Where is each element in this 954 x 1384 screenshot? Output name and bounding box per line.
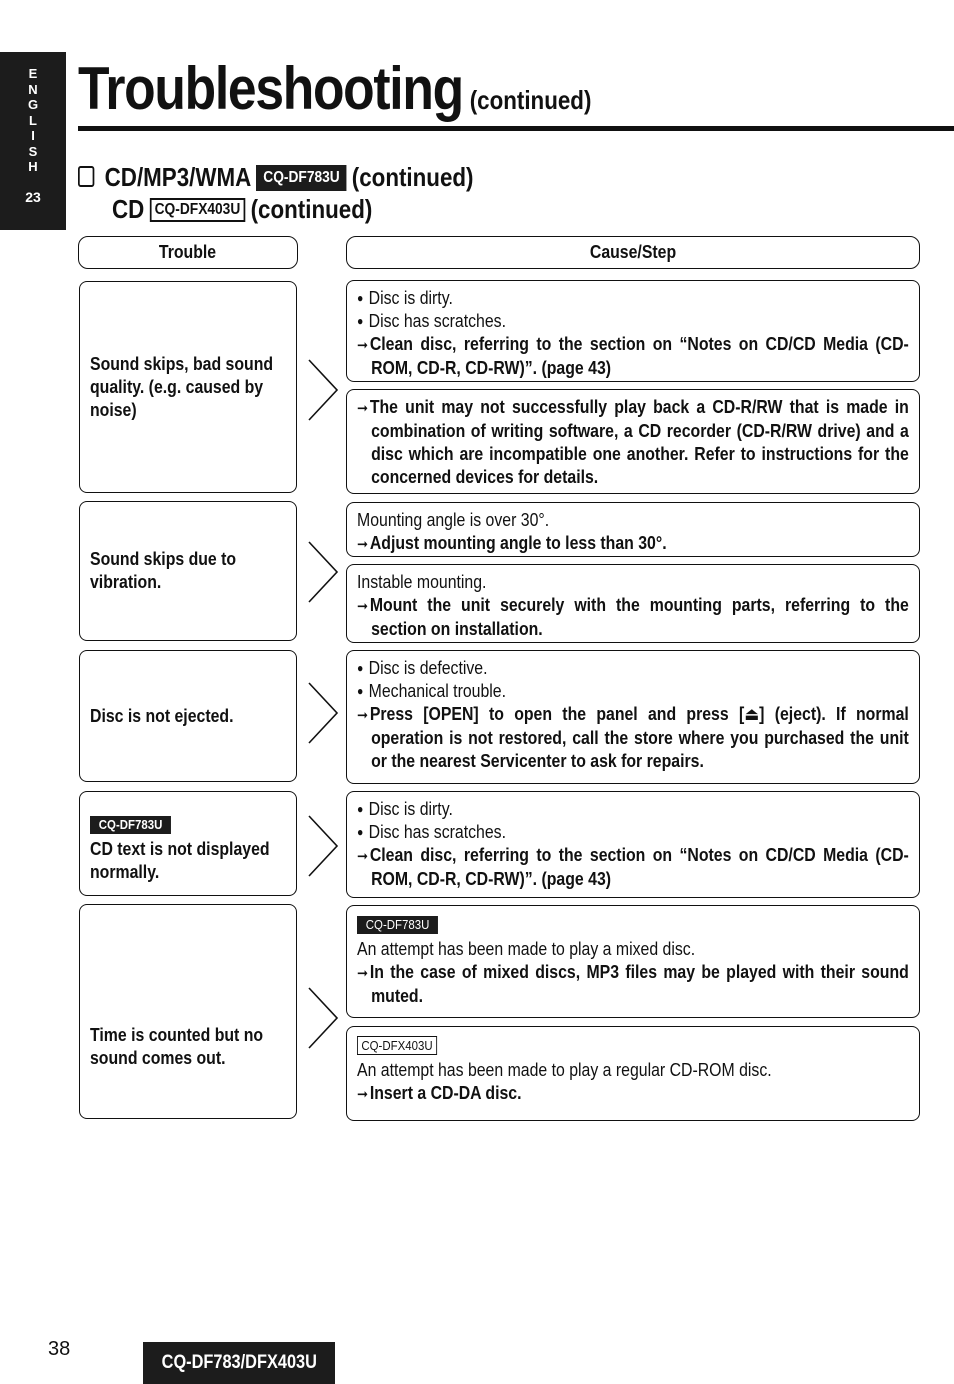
- cause-cell: [346, 280, 920, 382]
- chevron-right-icon: [306, 358, 340, 422]
- trouble-column-header: Trouble: [78, 236, 298, 269]
- trouble-cell: [79, 650, 297, 782]
- language-letter: S: [28, 143, 38, 159]
- page-number: 38: [48, 1338, 71, 1360]
- square-bullet-icon: [78, 166, 94, 187]
- cause-bullet: ● Disc is dirty.: [357, 798, 909, 821]
- cause-bullet: ● Disc has scratches.: [357, 821, 909, 844]
- language-tab: [0, 52, 66, 230]
- cause-cell: [346, 650, 920, 784]
- cause-cell: [346, 905, 920, 1018]
- cause-cell: [346, 791, 920, 898]
- trouble-cell: [79, 501, 297, 641]
- cause-cell: [346, 389, 920, 494]
- trouble-text: Sound skips, bad sound quality. (e.g. caused by noise): [90, 353, 274, 420]
- cause-text: An attempt has been made to play a mixed disc.: [357, 939, 696, 959]
- chevron-right-icon: [306, 814, 340, 878]
- page-title: [78, 54, 591, 135]
- cause-step: ➞ Clean disc, referring to the section on “Notes on CD/CD Media (CD-ROM, CD-R, CD-RW)”. (page 43): [357, 844, 909, 891]
- section-heading-prefix: CD/MP3/WMA: [104, 162, 252, 192]
- section-heading-line2: [112, 194, 372, 224]
- chevron-right-icon: [306, 540, 340, 604]
- model-badge: CQ-DF783U: [256, 165, 346, 191]
- trouble-text: Time is counted but no sound comes out.: [90, 1024, 264, 1068]
- page-title-text: Troubleshooting: [78, 55, 463, 122]
- model-badge: CQ-DF783U: [357, 916, 438, 934]
- section-heading-suffix: (continued): [250, 194, 373, 224]
- model-badge: CQ-DFX403U: [149, 198, 245, 222]
- page-title-suffix: (continued): [469, 85, 592, 115]
- cause-bullet: ● Disc is defective.: [357, 657, 909, 680]
- cause-step: ➞ Clean disc, referring to the section on “Notes on CD/CD Media (CD-ROM, CD-R, CD-RW)”. (page 43): [357, 333, 909, 380]
- cause-step: ➞ The unit may not successfully play back a CD-R/RW that is made in combination of writing software, a CD recorder (CD-R/RW drive) and a disc which are incompatible one another. Refer to instructions for the concerned devices for details.: [357, 396, 909, 489]
- trouble-text: Sound skips due to vibration.: [90, 549, 237, 592]
- trouble-text: Disc is not ejected.: [90, 705, 234, 726]
- cause-cell: [346, 1026, 920, 1121]
- section-heading-prefix: CD: [112, 194, 145, 224]
- cause-step: ➞ In the case of mixed discs, MP3 files may be played with their sound muted.: [357, 961, 909, 1008]
- language-letters: [28, 66, 38, 175]
- trouble-cell: [79, 904, 297, 1119]
- model-badge: CQ-DFX403U: [357, 1036, 437, 1055]
- cause-bullet: ● Disc is dirty.: [357, 287, 909, 310]
- cause-step: ➞ Insert a CD-DA disc.: [357, 1082, 909, 1106]
- language-letter: N: [28, 81, 38, 97]
- language-letter: L: [29, 112, 37, 128]
- cause-bullet: ● Mechanical trouble.: [357, 680, 909, 703]
- cause-text: Mounting angle is over 30°.: [357, 510, 550, 530]
- model-badge: CQ-DF783U: [90, 816, 171, 834]
- language-letter: I: [31, 128, 35, 143]
- language-letter: G: [27, 97, 39, 112]
- cause-text: Instable mounting.: [357, 572, 487, 592]
- title-rule: [78, 126, 954, 131]
- language-page-number: 23: [25, 188, 41, 205]
- cause-cell: [346, 502, 920, 557]
- trouble-cell: [79, 281, 297, 493]
- cause-cell: [346, 564, 920, 643]
- cause-text: An attempt has been made to play a regular CD-ROM disc.: [357, 1060, 772, 1080]
- cause-column-header: Cause/Step: [346, 236, 920, 269]
- trouble-text: CD text is not displayed normally.: [90, 839, 270, 882]
- language-letter: E: [28, 66, 38, 81]
- cause-step: ➞ Press [OPEN] to open the panel and press [⏏] (eject). If normal operation is not restored, call the store where you purchased the unit or the nearest Servicenter to ask for repairs.: [357, 703, 909, 773]
- trouble-cell: [79, 791, 297, 896]
- section-heading-line1: [78, 162, 473, 192]
- section-heading-suffix: (continued): [351, 162, 474, 192]
- chevron-right-icon: [306, 681, 340, 745]
- cause-step: ➞ Adjust mounting angle to less than 30°.: [357, 532, 909, 556]
- footer-model-badge: CQ-DF783/DFX403U: [143, 1342, 335, 1384]
- language-letter: H: [28, 159, 38, 174]
- cause-step: ➞ Mount the unit securely with the mounting parts, referring to the section on installation.: [357, 594, 909, 641]
- chevron-right-icon: [306, 986, 340, 1050]
- cause-bullet: ● Disc has scratches.: [357, 310, 909, 333]
